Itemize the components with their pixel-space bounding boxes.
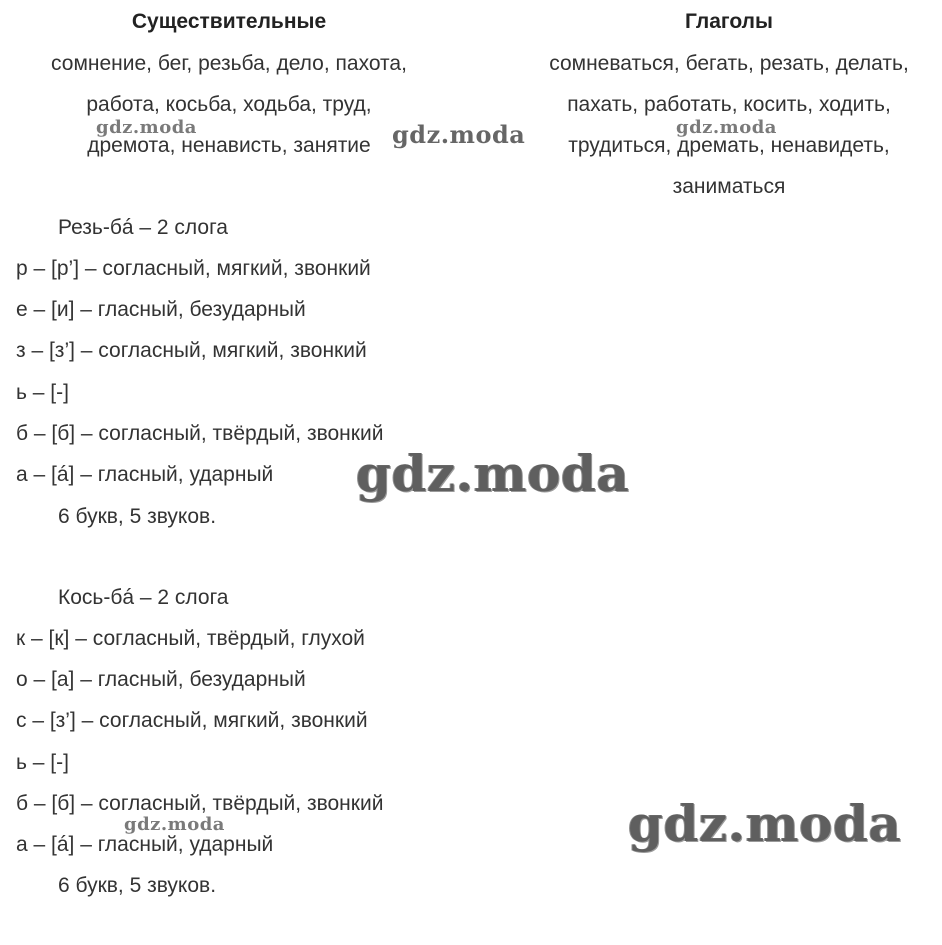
analysis-row: ь – [-] [16,751,69,774]
nouns-line: работа, косьба, ходьба, труд, [86,93,372,116]
watermark-logo: gdz.moda [392,120,526,149]
verbs-line: заниматься [672,175,786,198]
analysis-row: о – [а] – гласный, безударный [16,668,306,691]
verbs-line: трудиться, дремать, ненавидеть, [568,134,890,157]
verbs-header: Глаголы [685,10,773,33]
watermark-logo: gdz.moda [676,117,777,138]
analysis-row: б – [б] – согласный, твёрдый, звонкий [16,422,384,445]
analysis-row: с – [з’] – согласный, мягкий, звонкий [16,709,368,732]
watermark-logo: gdz.moda [356,444,630,503]
nouns-header: Существительные [131,10,327,33]
watermark-logo: gdz.moda [124,814,225,835]
analysis-title: Резь-бá – 2 слога [58,216,228,239]
verbs-line: пахать, работать, косить, ходить, [567,93,891,116]
analysis-row: з – [з’] – согласный, мягкий, звонкий [16,339,367,362]
analysis-row: р – [р’] – согласный, мягкий, звонкий [16,257,371,280]
analysis-row: а – [á] – гласный, ударный [16,833,274,856]
watermark-logo: gdz.moda [96,117,197,138]
verbs-line: сомневаться, бегать, резать, делать, [549,52,909,75]
analysis-row: е – [и] – гласный, безударный [16,298,306,321]
nouns-line: сомнение, бег, резьба, дело, пахота, [51,52,407,75]
nouns-line: дремота, ненависть, занятие [87,134,371,157]
analysis-title: Кось-бá – 2 слога [58,586,229,609]
analysis-summary: 6 букв, 5 звуков. [58,505,217,528]
analysis-row: ь – [-] [16,381,69,404]
analysis-row: б – [б] – согласный, твёрдый, звонкий [16,792,384,815]
watermark-logo: gdz.moda [628,794,902,853]
analysis-row: а – [á] – гласный, ударный [16,463,274,486]
analysis-summary: 6 букв, 5 звуков. [58,874,217,897]
analysis-row: к – [к] – согласный, твёрдый, глухой [16,627,365,650]
